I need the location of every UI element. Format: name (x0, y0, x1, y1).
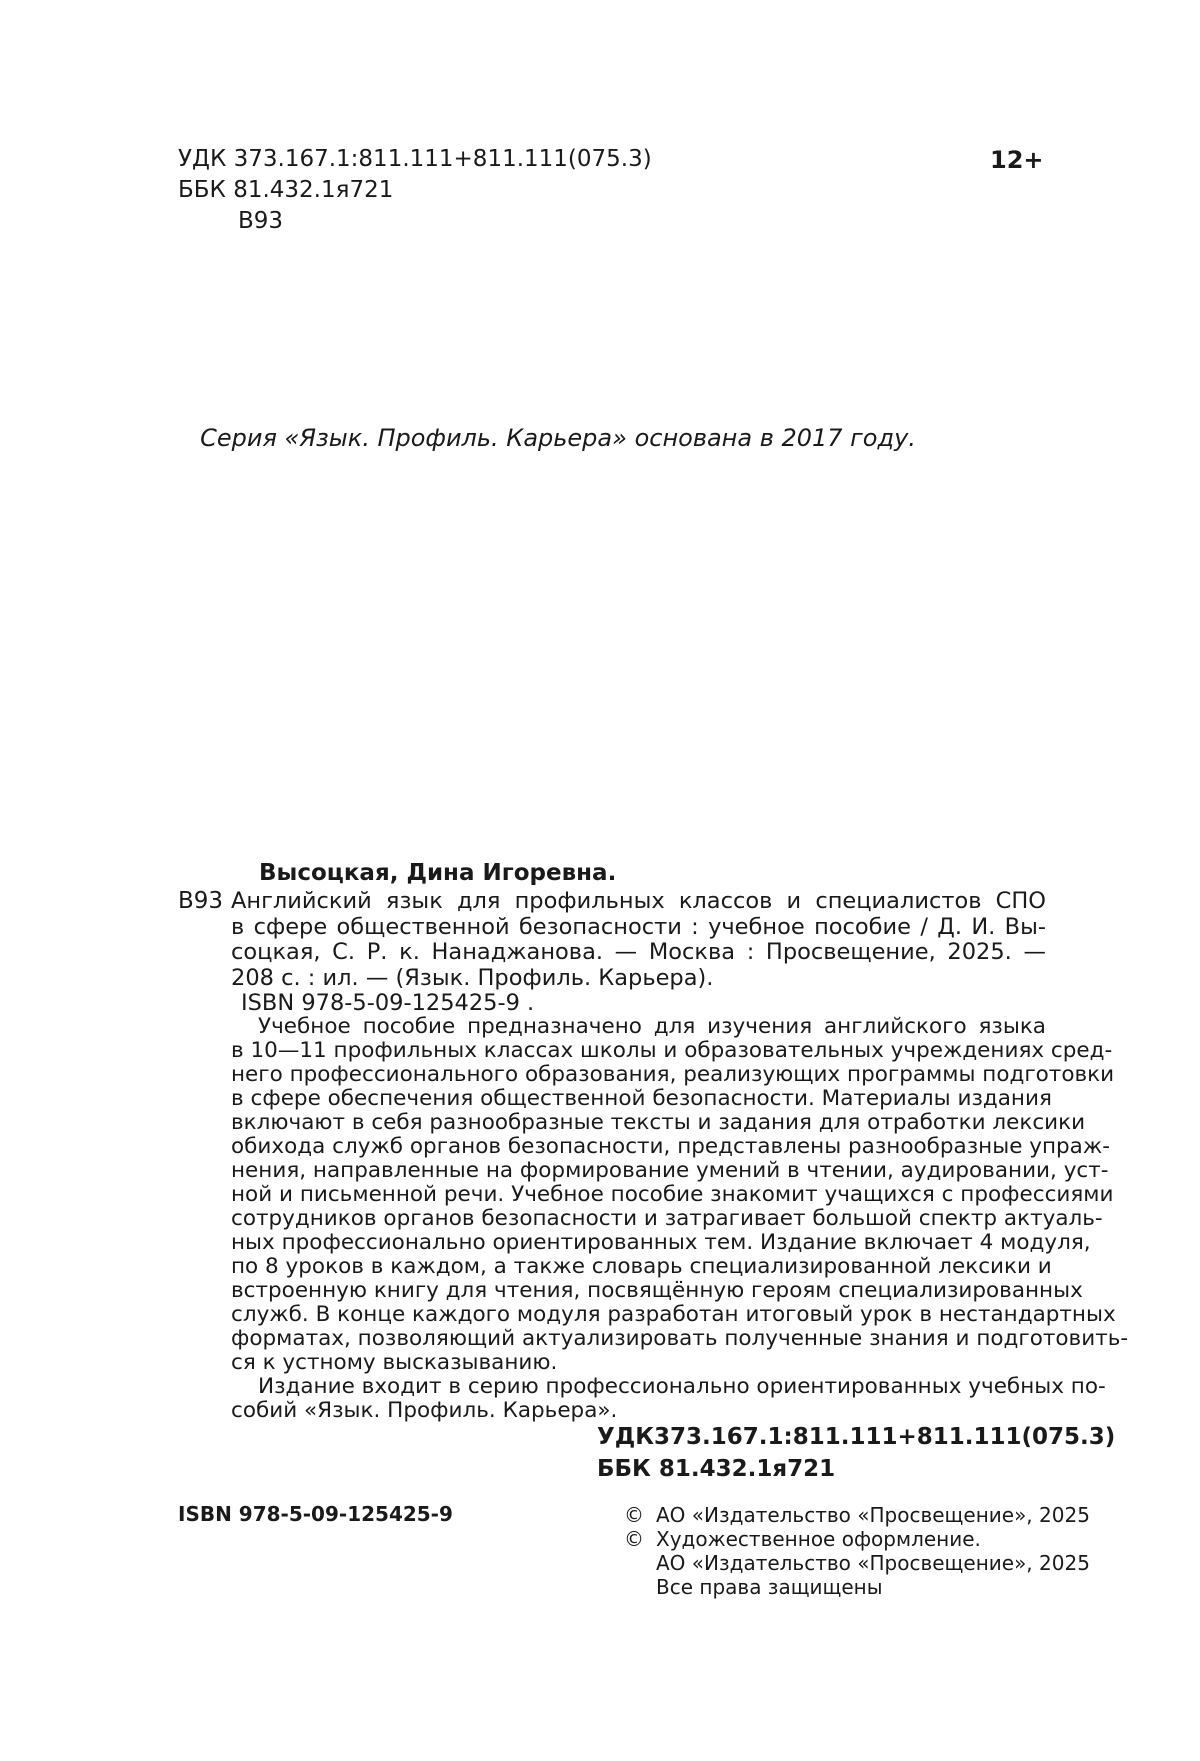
isbn-footer: ISBN 978-5-09-125425-9 (178, 1502, 453, 1526)
age-rating: 12+ (990, 146, 1044, 174)
author-heading: Высоцкая, Дина Игоревна. (259, 860, 617, 886)
bib-line: в сфере общественной безопасности : учебное пособие / Д. И. Вы- (231, 914, 1046, 940)
annotation-line: служб. В конце каждого модуля разработан итоговый урок в нестандартных (231, 1302, 1116, 1327)
bbk-code-footer: ББК 81.432.1я721 (597, 1456, 836, 1482)
annotation-line: форматах, позволяющий актуализировать полученные знания и подготовить- (231, 1326, 1129, 1351)
annotation-line: сотрудников органов безопасности и затрагивает большой спектр актуаль- (231, 1206, 1103, 1231)
author-mark: В93 (238, 208, 284, 234)
annotation-line: ных профессионально ориентированных тем. Издание включает 4 модуля, (231, 1230, 1091, 1255)
bbk-code: ББК 81.432.1я721 (178, 177, 394, 203)
annotation-line: ся к устному высказыванию. (231, 1350, 558, 1375)
annotation-line: собий «Язык. Профиль. Карьера». (231, 1398, 618, 1423)
bib-line: 208 с. : ил. — (Язык. Профиль. Карьера). (231, 965, 714, 991)
annotation-line: нения, направленные на формирование умений в чтении, аудировании, уст- (231, 1158, 1109, 1183)
rights-line: Все права защищены (656, 1575, 883, 1599)
copyright-icon: © (624, 1527, 644, 1551)
annotation-line: Издание входит в серию профессионально ориентированных учебных по- (258, 1374, 1106, 1399)
copyright-line: АО «Издательство «Просвещение», 2025 (656, 1503, 1090, 1527)
copyright-icon: © (624, 1503, 644, 1527)
annotation-line: встроенную книгу для чтения, посвящённую героям специализированных (231, 1278, 1083, 1303)
bib-line: Английский язык для профильных классов и специалистов СПО (231, 888, 1046, 914)
copyright-line: Художественное оформление. (656, 1527, 981, 1551)
bib-line: соцкая, С. Р. к. Нанаджанова. — Москва : Просвещение, 2025. — (231, 939, 1046, 965)
annotation-line: него профессионального образования, реализующих программы подготовки (231, 1062, 1115, 1087)
annotation-line: в 10—11 профильных классах школы и образовательных учреждениях сред- (231, 1038, 1113, 1063)
annotation-line: Учебное пособие предназначено для изучения английского языка (258, 1014, 1046, 1039)
annotation-line: включают в себя разнообразные тексты и задания для отработки лексики (231, 1110, 1086, 1135)
annotation-line: в сфере обеспечения общественной безопасности. Материалы издания (231, 1086, 1052, 1111)
annotation-line: ной и письменной речи. Учебное пособие знакомит учащихся с профессиями (231, 1182, 1114, 1207)
udk-code-footer: УДК373.167.1:811.111+811.111(075.3) (597, 1424, 1116, 1450)
annotation-line: по 8 уроков в каждом, а также словарь специализированной лексики и (231, 1254, 1052, 1279)
author-mark-bib: В93 (178, 888, 224, 914)
copyright-line: АО «Издательство «Просвещение», 2025 (656, 1551, 1090, 1575)
bib-isbn: ISBN 978-5-09-125425-9 . (241, 990, 535, 1016)
annotation-line: обихода служб органов безопасности, представлены разнообразные упраж- (231, 1134, 1110, 1159)
series-note: Серия «Язык. Профиль. Карьера» основана в 2017 году. (200, 424, 916, 452)
udk-code: УДК 373.167.1:811.111+811.111(075.3) (178, 146, 652, 172)
